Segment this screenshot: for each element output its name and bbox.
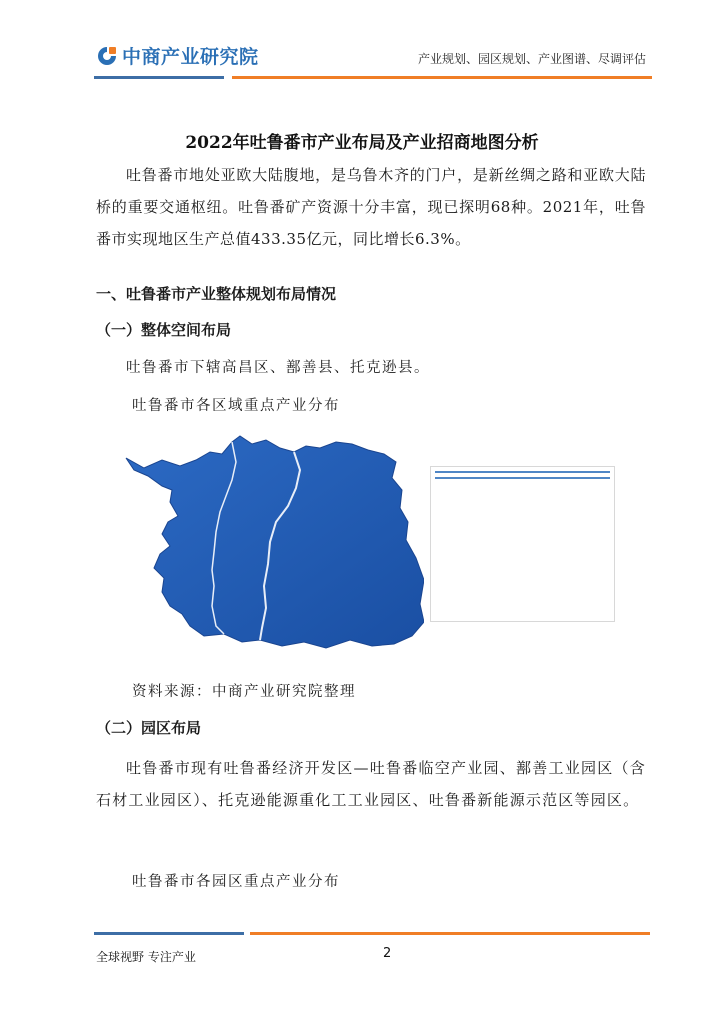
map-outline <box>126 436 424 648</box>
map-info-panel <box>430 466 615 622</box>
parks-caption: 吐鲁番市各园区重点产业分布 <box>132 874 340 890</box>
section-heading: 一、吐鲁番市产业整体规划布局情况 <box>96 285 337 303</box>
turpan-region-map <box>124 430 424 655</box>
logo <box>96 42 259 69</box>
footer-slogan: 全球视野 专注产业 <box>96 950 196 964</box>
intro-paragraph: 吐鲁番市地处亚欧大陆腹地，是乌鲁木齐的门户，是新丝绸之路和亚欧大陆桥的重要交通枢纽。吐鲁番矿产资源十分丰富，现已探明68种。2021年，吐鲁番市实现地区生产总值433.35亿元，同比增长6.3%。 <box>96 166 646 248</box>
header-tagline: 产业规划、园区规划、产业图谱、尽调评估 <box>417 52 646 66</box>
map-caption: 吐鲁番市各区域重点产业分布 <box>132 398 340 414</box>
header-divider-orange <box>232 76 652 79</box>
subsection-heading-layout: （一）整体空间布局 <box>96 321 232 339</box>
subsection-heading-parks: （二）园区布局 <box>96 719 202 737</box>
districts-text: 吐鲁番市下辖高昌区、鄯善县、托克逊县。 <box>126 360 430 376</box>
info-toksun <box>431 479 614 483</box>
logo-text: 中商产业研究院 <box>122 46 259 68</box>
parks-paragraph: 吐鲁番市现有吐鲁番经济开发区—吐鲁番临空产业园、鄯善工业园区（含石材工业园区）、托克逊能源重化工工业园区、吐鲁番新能源示范区等园区。 <box>96 759 646 809</box>
footer-divider-orange <box>250 932 650 935</box>
logo-mark-icon <box>96 45 118 67</box>
map-source: 资料来源：中商产业研究院整理 <box>132 684 356 700</box>
header-divider-blue <box>94 76 224 79</box>
page-number: 2 <box>383 946 392 961</box>
page-title: 2022年吐鲁番市产业布局及产业招商地图分析 <box>185 133 539 153</box>
footer-divider-blue <box>94 932 244 935</box>
